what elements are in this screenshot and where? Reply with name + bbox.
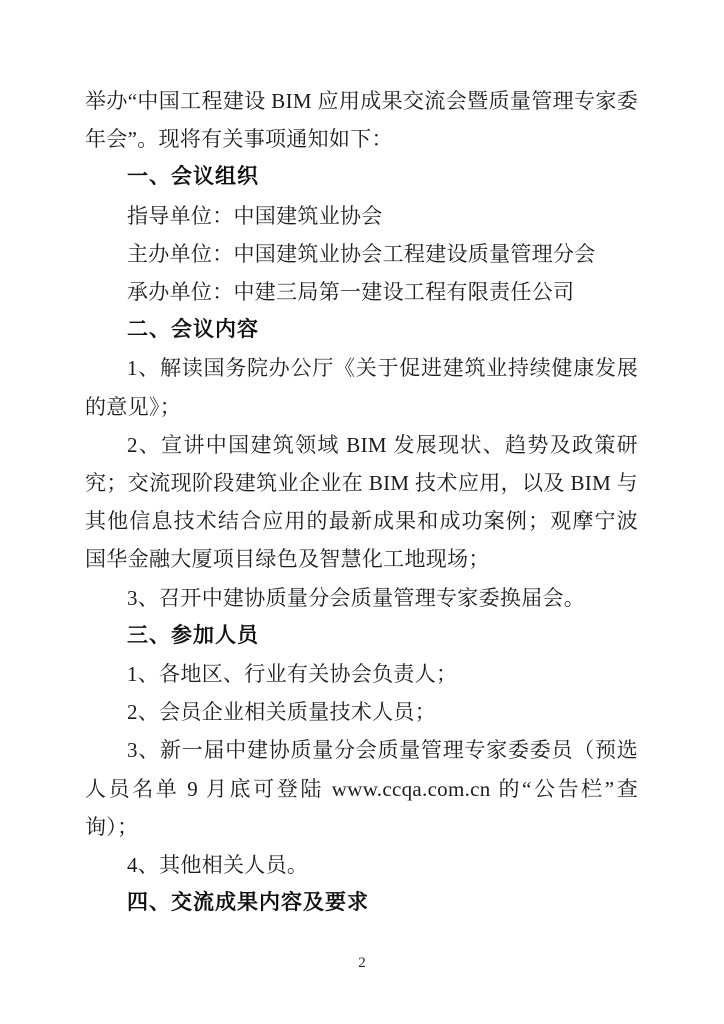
paragraph: 主办单位：中国建筑业协会工程建设质量管理分会 <box>127 241 596 266</box>
paragraph: 3、召开中建协质量分会质量管理专家委换届会。 <box>127 585 586 610</box>
document-body <box>85 82 638 922</box>
paragraph: 承办单位：中建三局第一建设工程有限责任公司 <box>127 280 575 305</box>
section-heading: 二、会议内容 <box>127 318 259 342</box>
paragraph: 2、宣讲中国建筑领域 BIM 发展现状、趋势及政策研究；交流现阶段建筑业企业在 BIM 技术应用，以及 BIM 与其他信息技术结合应用的最新成果和成功案例；观摩宁波国华金融大厦项目绿色及智慧化工地现场； <box>85 432 638 572</box>
paragraph: 1、解读国务院办公厅《关于促进建筑业持续健康发展的意见》； <box>85 356 638 419</box>
section-heading: 三、参加人员 <box>127 623 259 647</box>
paragraph: 指导单位：中国建筑业协会 <box>127 203 383 228</box>
paragraph: 3、新一届中建协质量分会质量管理专家委委员（预选人员名单 9 月底可登陆 www.ccqa.com.cn 的“公告栏”查询）； <box>85 738 638 839</box>
paragraph: 举办“中国工程建设 BIM 应用成果交流会暨质量管理专家委年会”。现将有关事项通知如下： <box>85 89 638 152</box>
paragraph: 1、各地区、行业有关协会负责人； <box>127 662 458 687</box>
page-number: 2 <box>358 955 366 971</box>
section-heading: 一、会议组织 <box>127 165 259 189</box>
paragraph: 4、其他相关人员。 <box>127 853 309 878</box>
section-heading: 四、交流成果内容及要求 <box>127 891 369 915</box>
paragraph: 2、会员企业相关质量技术人员； <box>127 700 436 725</box>
